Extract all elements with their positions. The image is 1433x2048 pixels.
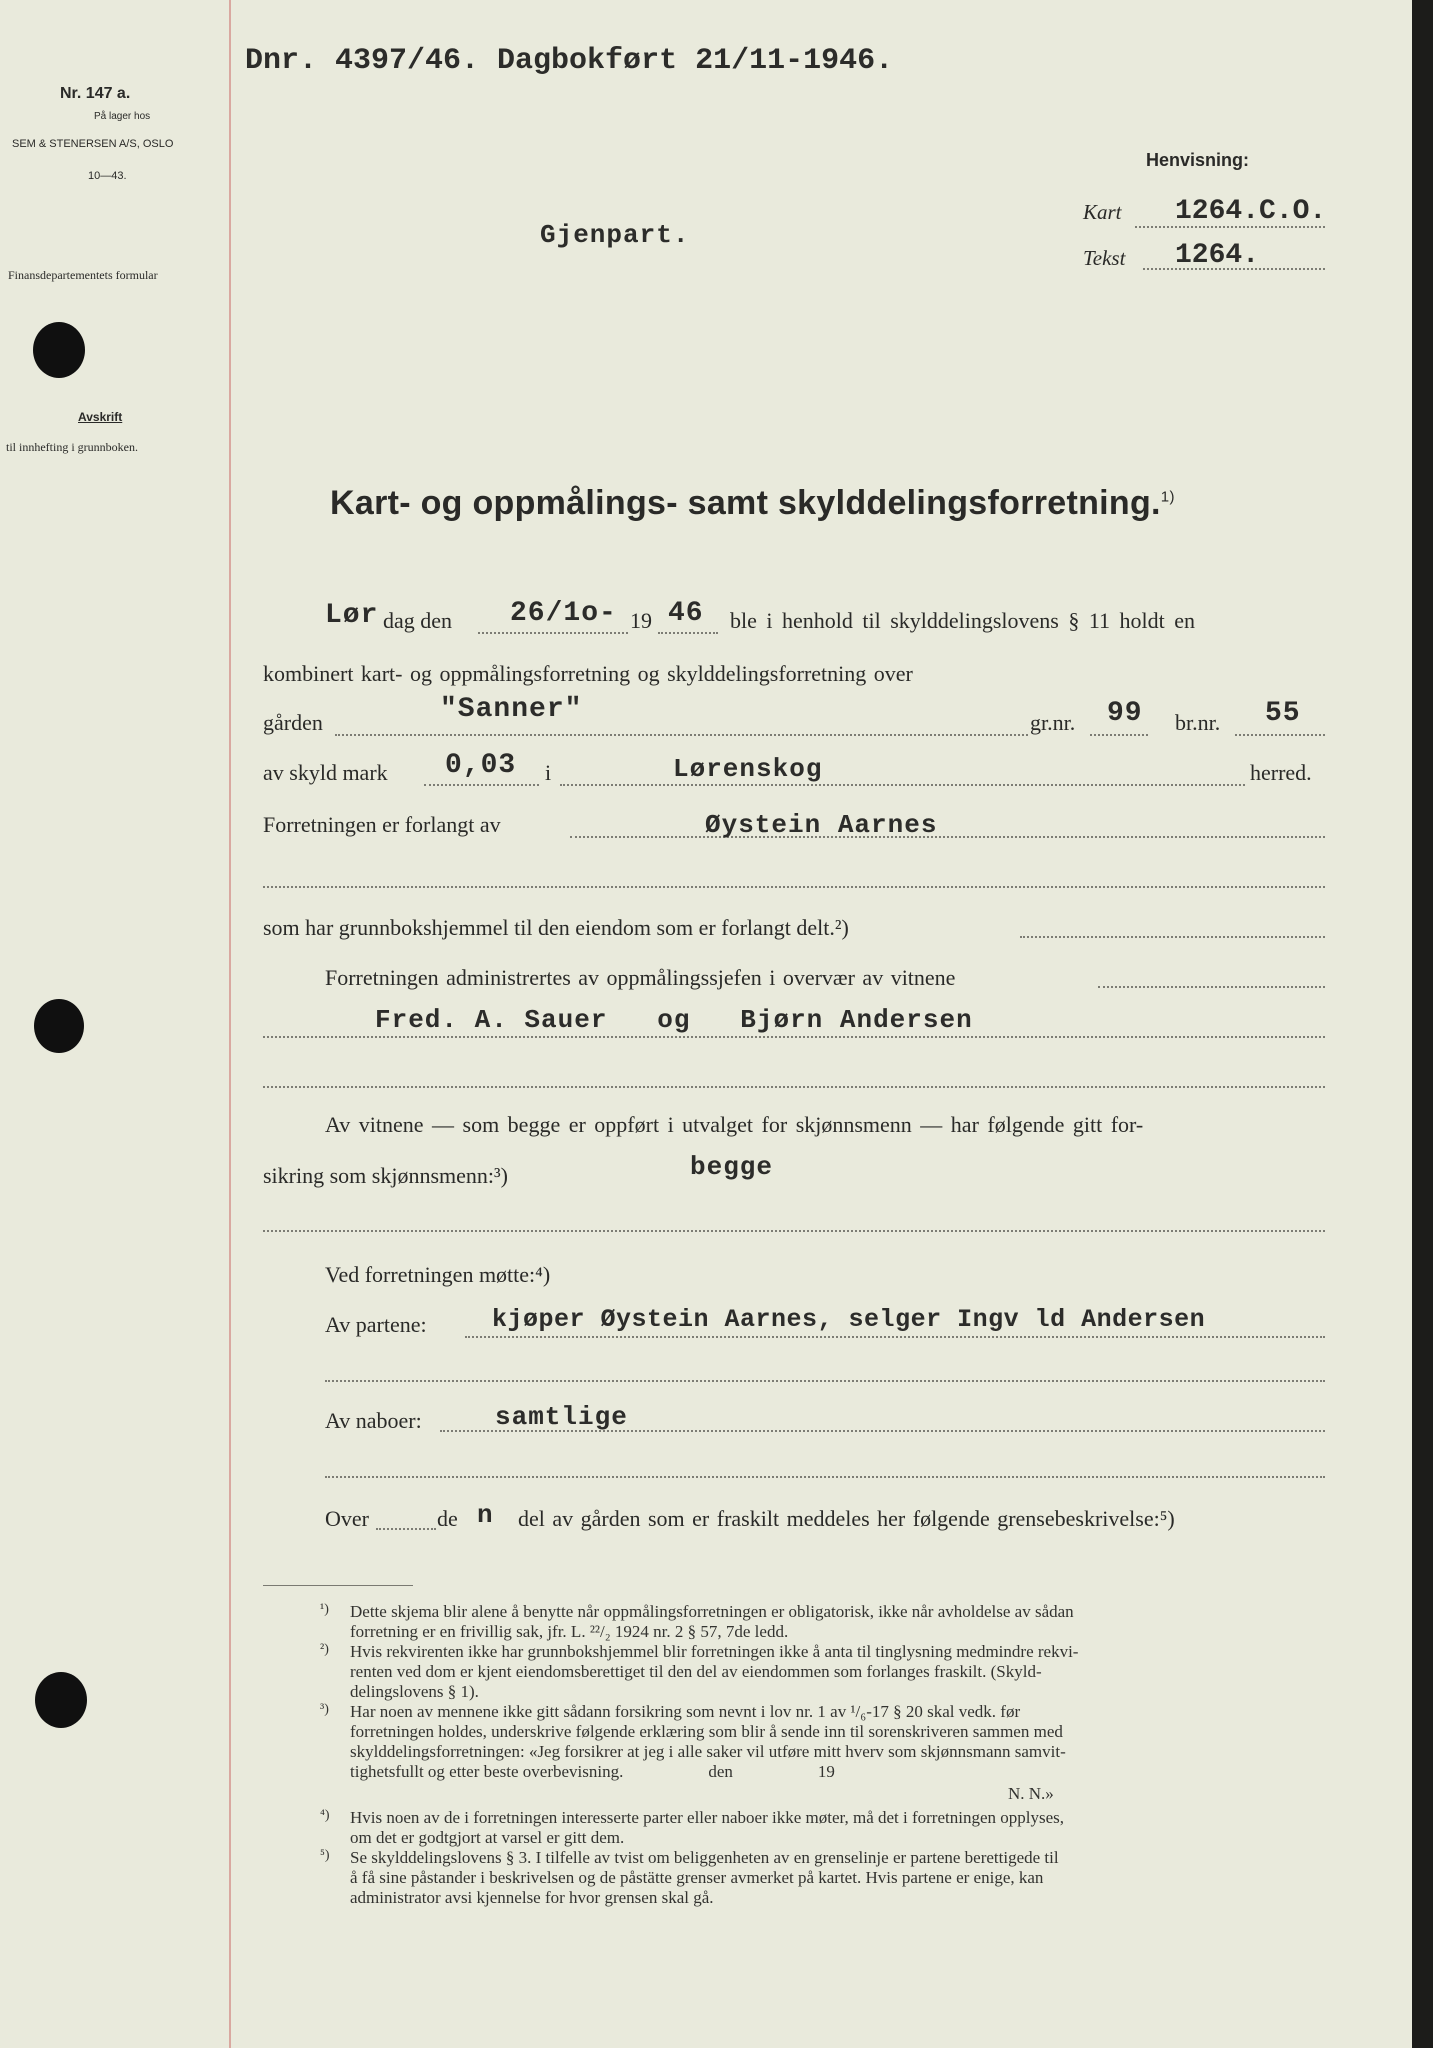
footnote-mark-2: ²) bbox=[320, 1642, 329, 1657]
requested-value: Øystein Aarnes bbox=[705, 810, 938, 840]
footnote-4-line-1: Hvis noen av de i forretningen interesserte parter eller naboer ikke møter, må det i forretningen opplyses, bbox=[350, 1808, 1065, 1827]
admin-dotted-line bbox=[1098, 986, 1325, 988]
over-dotted-line bbox=[376, 1528, 436, 1530]
brnr-value: 55 bbox=[1265, 698, 1301, 729]
parties-value: kjøper Øystein Aarnes, selger Ingv ld Andersen bbox=[492, 1305, 1206, 1334]
witnesses-dotted-line bbox=[263, 1036, 1325, 1038]
present-label: Ved forretningen møtte:⁴) bbox=[325, 1262, 551, 1287]
document-title bbox=[330, 484, 1175, 523]
punch-hole-bottom bbox=[35, 1672, 87, 1728]
publisher-line1: På lager hos bbox=[94, 111, 151, 122]
line1-rest: ble i henhold til skylddelingslovens § 11 holdt en bbox=[730, 608, 1196, 633]
footnote-mark-3: ³) bbox=[320, 1702, 329, 1717]
copy-label: Avskrift bbox=[78, 410, 123, 424]
skyld-value: 0,03 bbox=[445, 750, 517, 781]
parties-continuation-line bbox=[325, 1380, 1325, 1382]
punch-hole-top bbox=[33, 322, 85, 378]
title-note: 1) bbox=[1160, 488, 1175, 506]
brnr-label: br.nr. bbox=[1175, 710, 1221, 735]
herred-label: herred. bbox=[1250, 760, 1312, 785]
requested-continuation-line bbox=[263, 886, 1325, 888]
parties-label: Av partene: bbox=[325, 1312, 427, 1337]
copy-type: Gjenpart. bbox=[540, 220, 690, 250]
footnote-2-line-2: renten ved dom er kjent eiendomsberettiget til den del av eiendommen som forlanges fraskilt. (Skyld- bbox=[350, 1662, 1042, 1681]
witness-dotted-line bbox=[263, 1230, 1325, 1232]
footnote-3-line-4: tighetsfullt og etter beste overbevisning. den 19 bbox=[350, 1762, 835, 1781]
hjemmel-dotted-line bbox=[1020, 936, 1325, 938]
grnr-label: gr.nr. bbox=[1030, 710, 1076, 735]
skyld-label: av skyld mark bbox=[263, 760, 388, 785]
tekst-label: Tekst bbox=[1083, 246, 1126, 270]
kart-label: Kart bbox=[1083, 200, 1122, 224]
witness-value: begge bbox=[690, 1152, 774, 1182]
municipality-dotted-line bbox=[560, 784, 1245, 786]
footnote-mark-5: ⁵) bbox=[320, 1848, 330, 1863]
day-text: dag den bbox=[383, 608, 453, 633]
footnote-separator bbox=[263, 1585, 413, 1586]
de-value: n bbox=[477, 1500, 494, 1530]
day-prefix: Lør bbox=[325, 600, 379, 631]
year-dotted-line bbox=[658, 632, 718, 634]
requested-label: Forretningen er forlangt av bbox=[263, 812, 501, 837]
admin-text: Forretningen administrertes av oppmålingssjefen i overvær av vitnene bbox=[325, 965, 956, 990]
de-label: de bbox=[437, 1506, 458, 1531]
footnote-4-line-2: om det er godtgjort at varsel er gitt dem. bbox=[350, 1828, 625, 1847]
witnesses-continuation-line bbox=[263, 1086, 1325, 1088]
journal-entry: Dnr. 4397/46. Dagbokført 21/11-1946. bbox=[245, 44, 894, 78]
footnote-1-line-2: forretning er en frivillig sak, jfr. L. ²²/₂ 1924 nr. 2 § 57, 7de ledd. bbox=[350, 1622, 789, 1641]
date-value: 26/1o- bbox=[510, 598, 617, 629]
form-date: 10—43. bbox=[88, 170, 127, 182]
neighbors-continuation-line bbox=[325, 1476, 1325, 1478]
farm-dotted-line bbox=[335, 734, 1028, 736]
grnr-dotted-line bbox=[1090, 734, 1148, 736]
witness-line1: Av vitnene — som begge er oppført i utvalget for skjønnsmenn — har følgende gitt for- bbox=[325, 1112, 1144, 1137]
department: Finansdepartementets formular bbox=[8, 268, 158, 282]
footnote-mark-1: ¹) bbox=[320, 1602, 329, 1617]
title-text: Kart- og oppmålings- samt skylddelingsforretning. bbox=[330, 484, 1161, 522]
footnote-3-signature: N. N.» bbox=[1008, 1784, 1054, 1803]
boundary-text: del av gården som er fraskilt meddeles her følgende grensebeskrivelse:⁵) bbox=[518, 1506, 1175, 1531]
footnote-2-line-3: delingslovens § 1). bbox=[350, 1682, 479, 1701]
parties-dotted-line bbox=[465, 1336, 1325, 1338]
footnote-5-line-2: å få sine påstander i beskrivelsen og de påstätte grenser avmerket på kartet. Hvis partene er enige, kan bbox=[350, 1868, 1044, 1887]
skyld-dotted-line bbox=[424, 784, 539, 786]
footnote-mark-4: ⁴) bbox=[320, 1808, 330, 1823]
tekst-value: 1264. bbox=[1175, 240, 1260, 271]
footnote-3-line-2: forretningen holdes, underskrive følgende erklæring som blir å sende inn til sorenskriveren sammen med bbox=[350, 1722, 1063, 1741]
neighbors-label: Av naboer: bbox=[325, 1408, 422, 1433]
footnote-5-line-1: Se skylddelingslovens § 3. I tilfelle av tvist om beliggenheten av en grenselinje er partene berettigede til bbox=[350, 1848, 1059, 1867]
witnesses-value: Fred. A. Sauer og Bjørn Andersen bbox=[375, 1005, 973, 1035]
margin-rule bbox=[229, 0, 231, 2048]
line2: kombinert kart- og oppmålingsforretning og skylddelingsforretning over bbox=[263, 661, 913, 686]
witness-line2-label: sikring som skjønnsmenn:³) bbox=[263, 1163, 508, 1188]
date-dotted-line bbox=[478, 632, 628, 634]
footnote-3-line-1: Har noen av mennene ikke gitt sådann forsikring som nevnt i lov nr. 1 av ¹/₆-17 § 20 skal vedk. før bbox=[350, 1702, 1021, 1721]
year-value: 46 bbox=[668, 598, 704, 629]
footnote-3-line-3: skylddelingsforretningen: «Jeg forsikrer at jeg i alle saker vil utføre mitt hverv som skjønnsmann samvit- bbox=[350, 1742, 1066, 1761]
municipality-value: Lørenskog bbox=[673, 754, 823, 784]
form-number: Nr. 147 a. bbox=[60, 85, 131, 102]
farm-label: gården bbox=[263, 710, 323, 735]
neighbors-value: samtlige bbox=[495, 1402, 628, 1432]
footnote-5-line-3: administrator avsi kjennelse for hvor grensen skal gå. bbox=[350, 1888, 714, 1907]
grnr-value: 99 bbox=[1107, 698, 1143, 729]
year-prefix: 19 bbox=[630, 608, 652, 633]
farm-value: "Sanner" bbox=[440, 694, 583, 725]
requested-dotted-line bbox=[570, 836, 1325, 838]
neighbors-dotted-line bbox=[440, 1430, 1325, 1432]
punch-hole-middle bbox=[34, 999, 84, 1053]
i-label: i bbox=[545, 760, 552, 785]
footnote-1-line-1: Dette skjema blir alene å benytte når oppmålingsforretningen er obligatorisk, ikke når avholdelse av sådan bbox=[350, 1602, 1074, 1621]
publisher-line2: SEM & STENERSEN A/S, OSLO bbox=[12, 138, 174, 150]
over-label: Over bbox=[325, 1506, 369, 1531]
hjemmel-text: som har grunnbokshjemmel til den eiendom som er forlangt delt.²) bbox=[263, 915, 849, 940]
brnr-dotted-line bbox=[1235, 734, 1325, 736]
footnote-2-line-1: Hvis rekvirenten ikke har grunnbokshjemmel blir forretningen ikke å anta til tinglysning medmindre rekvi- bbox=[350, 1642, 1079, 1661]
kart-value: 1264.C.O. bbox=[1175, 196, 1327, 227]
reference-heading: Henvisning: bbox=[1146, 150, 1250, 170]
copy-purpose: til innhefting i grunnboken. bbox=[6, 440, 138, 454]
